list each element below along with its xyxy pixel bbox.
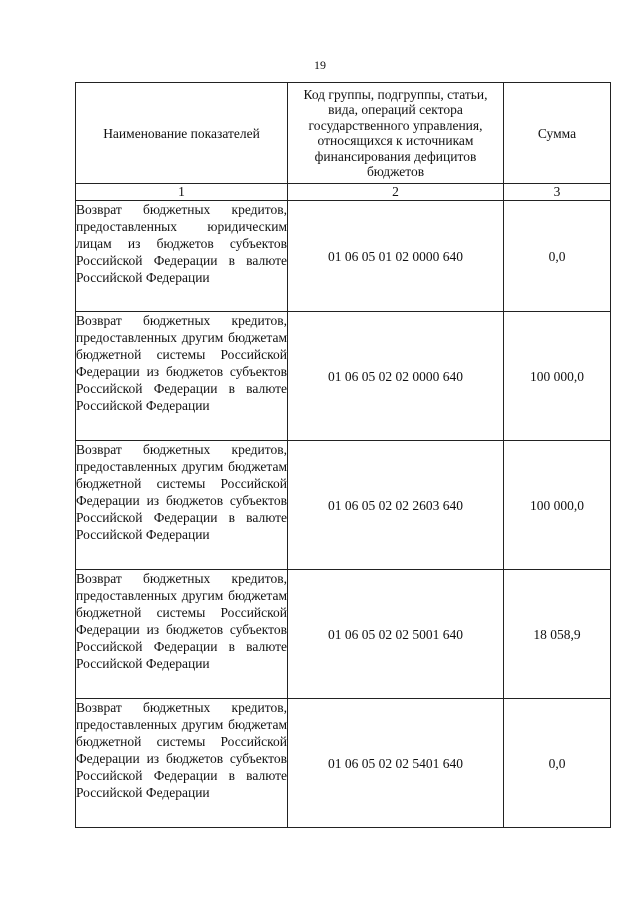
row-sum: 0,0 xyxy=(504,201,611,312)
row-name xyxy=(76,699,288,828)
row-sum: 100 000,0 xyxy=(504,312,611,441)
table-row xyxy=(76,441,611,570)
column-number: 1 xyxy=(76,184,288,201)
row-name-text: Возврат бюджетных кредитов, предоставленных юридическим лицам из бюджетов субъектов Российской Федерации в валюте Российской Федерации xyxy=(76,202,287,285)
row-name xyxy=(76,570,288,699)
header-name xyxy=(76,83,288,184)
header-sum xyxy=(504,83,611,184)
row-code: 01 06 05 01 02 0000 640 xyxy=(288,201,504,312)
row-name-text: Возврат бюджетных кредитов, предоставленных другим бюджетам бюджетной системы Российской Федерации из бюджетов субъектов Российской Федерации в валюте Российской Федерации xyxy=(76,571,287,671)
header-code-text: Код группы, подгруппы, статьи, вида, операций сектора государственного управления, относящихся к источникам финансирования дефицитов бюджетов xyxy=(303,86,488,179)
row-name xyxy=(76,201,288,312)
row-name-text: Возврат бюджетных кредитов, предоставленных другим бюджетам бюджетной системы Российской Федерации из бюджетов субъектов Российской Федерации в валюте Российской Федерации xyxy=(76,442,287,542)
row-code: 01 06 05 02 02 5001 640 xyxy=(288,570,504,699)
row-code: 01 06 05 02 02 2603 640 xyxy=(288,441,504,570)
row-name-text: Возврат бюджетных кредитов, предоставленных другим бюджетам бюджетной системы Российской Федерации из бюджетов субъектов Российской Федерации в валюте Российской Федерации xyxy=(76,313,287,413)
header-name-text: Наименование показателей xyxy=(103,125,260,141)
table-row xyxy=(76,570,611,699)
row-sum: 100 000,0 xyxy=(504,441,611,570)
table-header-row xyxy=(76,83,611,184)
table-row xyxy=(76,312,611,441)
budget-sources-table xyxy=(75,82,611,828)
column-number-row xyxy=(76,184,611,201)
column-number: 3 xyxy=(504,184,611,201)
column-number: 2 xyxy=(288,184,504,201)
row-code: 01 06 05 02 02 5401 640 xyxy=(288,699,504,828)
header-sum-text: Сумма xyxy=(537,125,577,141)
table-row xyxy=(76,699,611,828)
table-row xyxy=(76,201,611,312)
row-name-text: Возврат бюджетных кредитов, предоставленных другим бюджетам бюджетной системы Российской Федерации из бюджетов субъектов Российской Федерации в валюте Российской Федерации xyxy=(76,700,287,800)
row-name xyxy=(76,312,288,441)
row-code: 01 06 05 02 02 0000 640 xyxy=(288,312,504,441)
row-name xyxy=(76,441,288,570)
header-code xyxy=(288,83,504,184)
page-number: 19 xyxy=(314,58,326,72)
row-sum: 18 058,9 xyxy=(504,570,611,699)
row-sum: 0,0 xyxy=(504,699,611,828)
